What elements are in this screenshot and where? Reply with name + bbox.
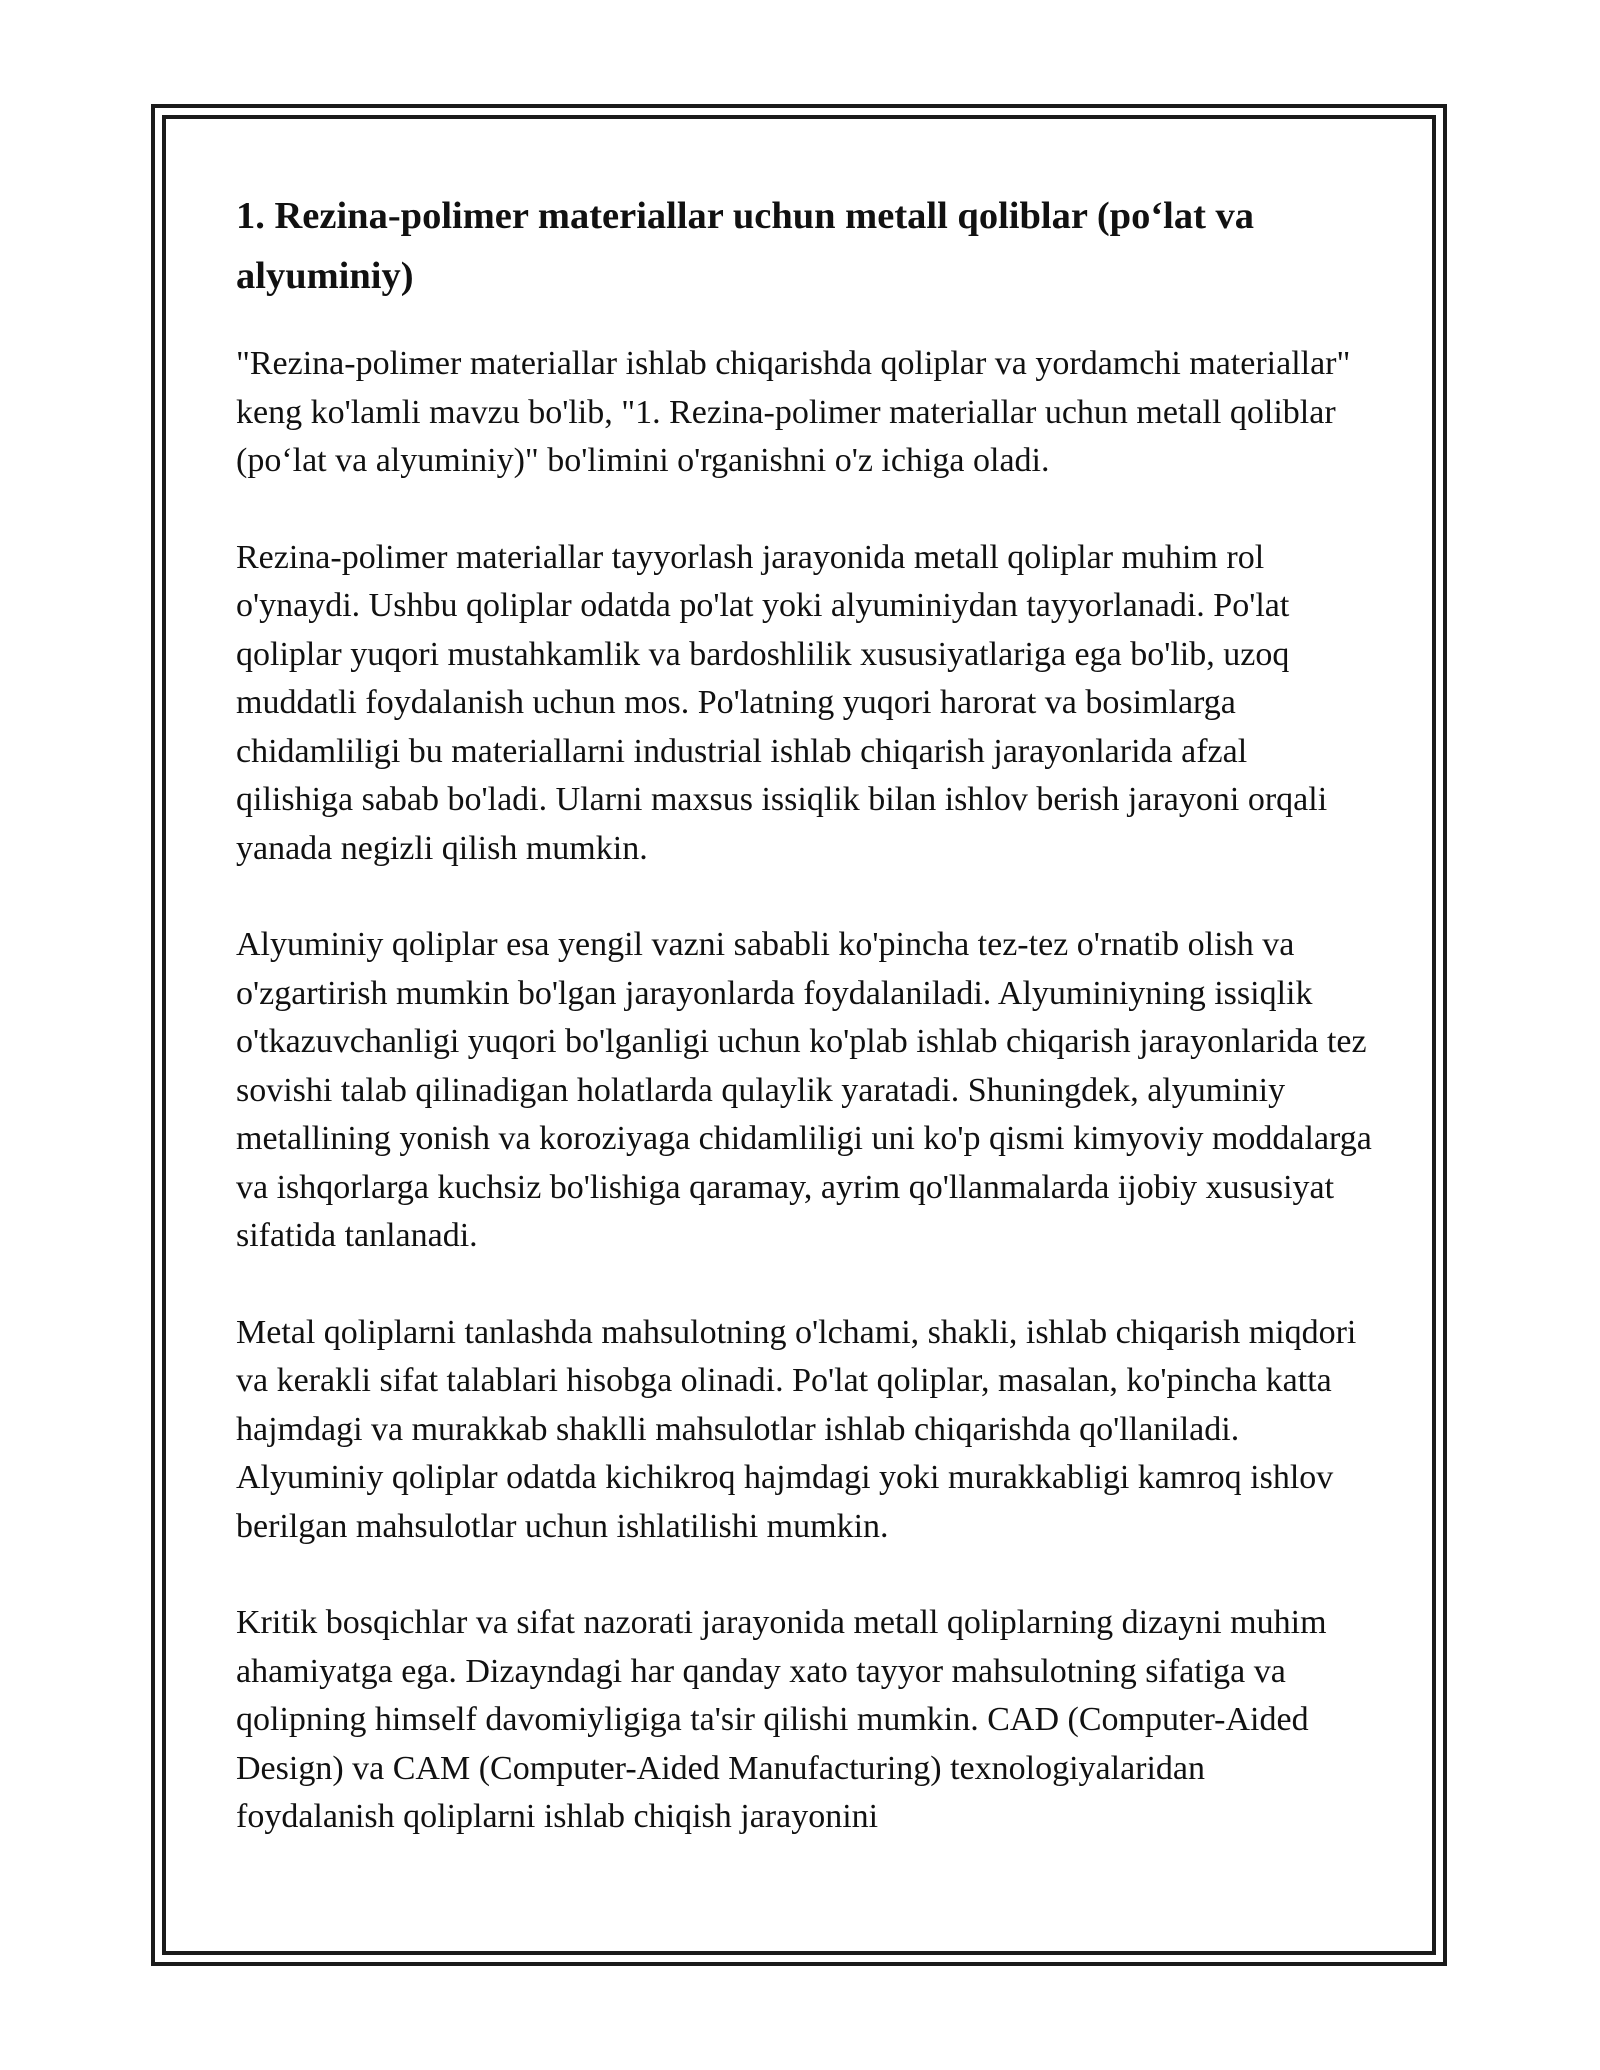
paragraph-aluminum-molds: Alyuminiy qoliplar esa yengil vazni sababli ko'pincha tez-tez o'rnatib olish va o'zgartirish mumkin bo'lgan jarayonlarda foydalaniladi. Alyuminiyning issiqlik o'tkazuvchanligi yuqori bo'lganligi uchun ko'plab ishlab chiqarish jarayonlarida tez sovishi talab qilinadigan holatlarda qulaylik yaratadi. Shuningdek, alyuminiy metallining yonish va koroziyaga chidamliligi uni ko'p qismi kimyoviy moddalarga va ishqorlarga kuchsiz bo'lishiga qaramay, ayrim qo'llanmalarda ijobiy xususiyat sifatida tanlanadi. — [236, 926, 1372, 1254]
paragraph-design-quality: Kritik bosqichlar va sifat nazorati jarayonida metall qoliplarning dizayni muhim ahamiyatga ega. Dizayndagi har qanday xato tayyor mahsulotning sifatiga va qolipning himself davomiyligiga ta'sir qilishi mumkin. CAD (Computer-Aided Design) va CAM (Computer-Aided Manufacturing) texnologiyalaridan foydalanish qoliplarni ishlab chiqish jarayonini — [236, 1604, 1327, 1835]
section-heading: 1. Rezina-polimer materiallar uchun metall qoliblar (po‘lat va alyuminiy) — [236, 195, 1255, 297]
document-body — [236, 186, 1372, 1890]
paragraph-mold-selection: Metal qoliplarni tanlashda mahsulotning o'lchami, shakli, ishlab chiqarish miqdori va kerakli sifat talablari hisobga olinadi. Po'lat qoliplar, masalan, ko'pincha katta hajmdagi va murakkab shaklli mahsulotlar ishlab chiqarishda qo'llaniladi. Alyuminiy qoliplar odatda kichikroq hajmdagi yoki murakkabligi kamroq ishlov berilgan mahsulotlar uchun ishlatilishi mumkin. — [236, 1313, 1357, 1545]
paragraph-metal-molds: Rezina-polimer materiallar tayyorlash jarayonida metall qoliplar muhim rol o'ynaydi. Ushbu qoliplar odatda po'lat yoki alyuminiydan tayyorlanadi. Po'lat qoliplar yuqori mustahkamlik va bardoshlilik xususiyatlariga ega bo'lib, uzoq muddatli foydalanish uchun mos. Po'latning yuqori harorat va bosimlarga chidamliligi bu materiallarni industrial ishlab chiqarish jarayonlarida afzal qilishiga sabab bo'ladi. Ularni maxsus issiqlik bilan ishlov berish jarayoni orqali yanada negizli qilish mumkin. — [236, 538, 1328, 867]
paragraph-intro: "Rezina-polimer materiallar ishlab chiqarishda qoliplar va yordamchi materiallar" keng ko'lamli mavzu bo'lib, "1. Rezina-polimer materiallar uchun metall qoliblar (po‘lat va alyuminiy)" bo'limini o'rganishni o'z ichiga oladi. — [236, 345, 1351, 479]
